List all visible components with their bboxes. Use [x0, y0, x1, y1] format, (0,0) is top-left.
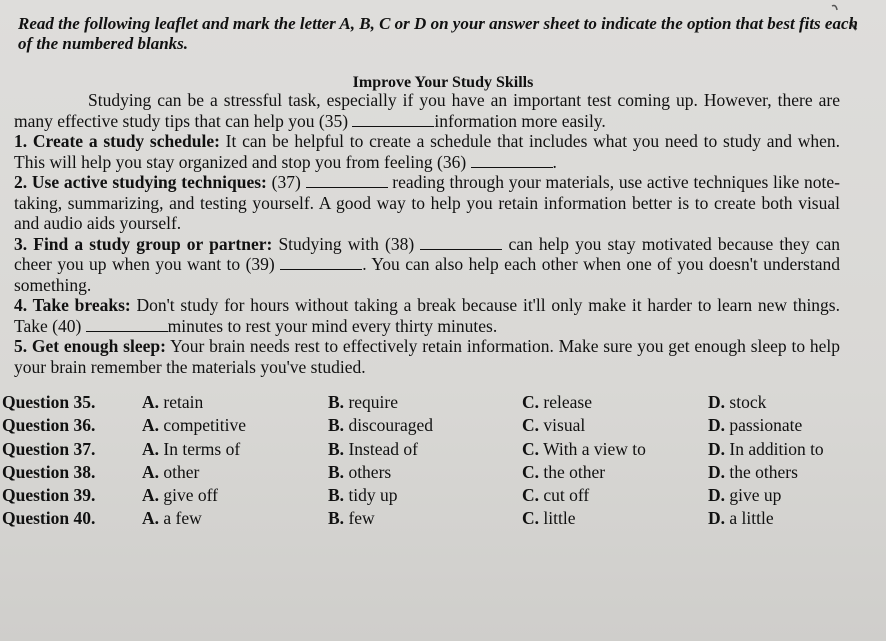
- option-b[interactable]: B. Instead of: [328, 438, 418, 459]
- question-label: Question 36.: [2, 415, 96, 436]
- intro-paragraph: Studying can be a stressful task, especially if you have an important test coming up. However, there are many effective study tips that can help you (35) information more easily.: [14, 90, 840, 131]
- option-d[interactable]: D. the others: [708, 461, 798, 482]
- tip-2-heading: 2. Use active studying techniques:: [14, 172, 267, 192]
- blank-39[interactable]: [280, 255, 362, 270]
- tip-2-paragraph: 2. Use active studying techniques: (37) reading through your materials, use active techniques like note-taking, summarizing, and testing yourself. A good way to help you retain information better is to create both visual and audio aids yourself.: [14, 172, 840, 233]
- option-c[interactable]: C. visual: [522, 415, 586, 436]
- blank-37[interactable]: [306, 173, 388, 188]
- option-b[interactable]: B. others: [328, 461, 392, 482]
- tip-1-heading: 1. Create a study schedule:: [14, 131, 220, 151]
- tip-4-heading: 4. Take breaks:: [14, 295, 131, 315]
- tip-5-paragraph: 5. Get enough sleep: Your brain needs rest to effectively retain information. Make sure you get enough sleep to help your brain remember the materials you've studied.: [14, 336, 840, 377]
- question-row: [2, 485, 862, 508]
- option-a[interactable]: A. competitive: [142, 415, 247, 436]
- option-c[interactable]: C. the other: [522, 461, 606, 482]
- option-d[interactable]: D. give up: [708, 485, 782, 506]
- question-label: Question 40.: [2, 508, 96, 529]
- option-a[interactable]: A. a few: [142, 508, 202, 529]
- question-label: Question 35.: [2, 392, 96, 412]
- blank-36[interactable]: [471, 153, 553, 168]
- option-d[interactable]: D. passionate: [708, 415, 803, 436]
- leaflet-passage: [14, 90, 840, 377]
- tip-3-heading: 3. Find a study group or partner:: [14, 233, 273, 254]
- option-d[interactable]: D. stock: [708, 392, 767, 412]
- leaflet-title: Improve Your Study Skills: [352, 74, 534, 91]
- question-list: [2, 392, 862, 532]
- option-a[interactable]: A. other: [142, 461, 200, 482]
- option-a[interactable]: A. In terms of: [142, 438, 241, 459]
- question-row: [2, 392, 862, 415]
- option-a[interactable]: A. retain: [142, 392, 204, 412]
- option-b[interactable]: B. tidy up: [328, 485, 398, 506]
- blank-38[interactable]: [420, 235, 502, 250]
- tip-1-paragraph: 1. Create a study schedule: It can be helpful to create a schedule that includes what you need to study and when. This will help you stay organized and stop you from feeling (36) .: [14, 131, 840, 172]
- option-b[interactable]: B. discouraged: [328, 415, 433, 436]
- question-label: Question 39.: [2, 485, 96, 506]
- option-b[interactable]: B. few: [328, 508, 375, 529]
- option-b[interactable]: B. require: [328, 392, 398, 412]
- option-a[interactable]: A. give off: [142, 485, 218, 506]
- blank-40[interactable]: [86, 317, 168, 332]
- tip-5-heading: 5. Get enough sleep:: [14, 336, 166, 356]
- option-c[interactable]: C. cut off: [522, 485, 590, 506]
- question-row: [2, 415, 862, 438]
- question-row: [2, 462, 862, 485]
- option-d[interactable]: D. a little: [708, 508, 774, 529]
- question-label: Question 38.: [2, 461, 96, 482]
- question-row: [2, 508, 862, 531]
- option-c[interactable]: C. little: [522, 508, 576, 529]
- instructions: Read the following leaflet and mark the letter A, B, C or D on your answer sheet to indicate the option that best fits each of the numbered blanks.: [18, 14, 858, 53]
- option-d[interactable]: D. In addition to: [708, 438, 824, 459]
- blank-35[interactable]: [352, 112, 434, 127]
- option-c[interactable]: C. release: [522, 392, 592, 412]
- question-label: Question 37.: [2, 438, 96, 459]
- question-row: [2, 439, 862, 462]
- tip-3-paragraph: 3. Find a study group or partner: Studying with (38) can help you stay motivated because they can cheer you up when you want to (39) . You can also help each other when one of you doesn't understand something.: [14, 233, 840, 295]
- option-c[interactable]: C. With a view to: [522, 438, 646, 459]
- tip-4-paragraph: 4. Take breaks: Don't study for hours without taking a break because it'll only make it harder to learn new things. Take (40) minutes to rest your mind every thirty minutes.: [14, 295, 840, 336]
